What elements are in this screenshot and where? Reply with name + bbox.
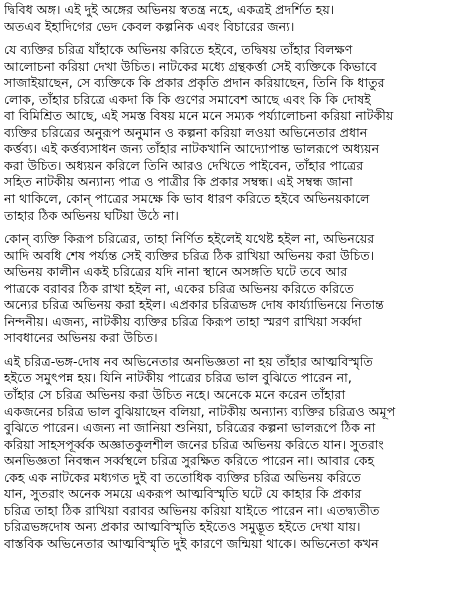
text-line: আদি অবধি শেষ পর্য্যন্ত সেই ব্যক্তির চরিত্র ঠিক রাখিয়া অভিনয় করা উচিত। xyxy=(4,247,375,263)
text-line: যে ব্যক্তির চরিত্র যাঁহাকে অভিনয় করিতে হইবে, তদ্বিষয় তাঁহার বিলক্ষণ xyxy=(4,42,353,58)
text-line: দ্বিবিধ অঙ্গ। এই দুই অঙ্গের অভিনয় স্বতন্ত্র নহে, একত্রই প্রদর্শিত হয়। xyxy=(4,2,335,17)
text-line: লোক, তাঁহার চরিত্রে একদা কি কি গুণের সমাবেশ আছে এবং কি কি দোষই xyxy=(4,91,371,107)
text-line: বাস্তবিক অভিনেতার আত্মবিস্মৃতি দুই কারণে জন্মিয়া থাকে। অভিনেতা কখন xyxy=(4,535,379,551)
text-line: তাঁহার সে চরিত্র অভিনয় করা উচিত নহে। অনেকে মনে করেন তাঁহারা xyxy=(4,387,346,403)
text-line: বা বিমিশ্রিত আছে, এই সমস্ত বিষয় মনে মনে সম্যক পর্য্যালোচনা করিয়া নাটকীয় xyxy=(4,108,394,124)
text-line: চরিত্রভঙ্গদোষ অন্য প্রকার আত্মবিস্মৃতি হইতেও সমুদ্ভূত হইতে দেখা যায়। xyxy=(4,519,361,535)
paragraph-2 xyxy=(4,42,452,224)
text-line: অনভিজ্ঞতা নিবন্ধন সর্ব্বস্থলে চরিত্র সুরক্ষিত করিতে পারেন না। আবার কেহ xyxy=(4,453,375,469)
text-line: করিয়া সাহসপূর্ব্বক অজ্ঞাতকুলশীল জনের চরিত্র অভিনয় করিতে যান। সুতরাং xyxy=(4,436,384,452)
text-line: কেহ এক নাটকের মধ্যগত দুই বা ততোধিক ব্যক্তির চরিত্র অভিনয় করিতে xyxy=(4,469,361,485)
text-line: অন্যের চরিত্র অভিনয় করা হইল। এপ্রকার চরিত্রভঙ্গ দোষ কার্য্যাভিনয়ে নিতান্ত xyxy=(4,297,384,313)
text-line: অতএব ইহাদিগের ভেদ কেবল কল্পনিক এবং বিচারের জন্য। xyxy=(4,18,295,34)
text-line: এই চরিত্র-ভঙ্গ-দোষ নব অভিনেতার অনভিজ্ঞতা না হয় তাঁহার আত্মবিস্মৃতি xyxy=(4,353,373,369)
text-line: চরিত্র তাহা ঠিক রাখিয়া বরাবর অভিনয় করিয়া যাইতে পারেন না। এতদ্ব্যতীত xyxy=(4,502,380,518)
paragraph-4 xyxy=(4,354,452,553)
text-line: বুঝিতে পারেন। এজন্য না জানিয়া শুনিয়া, চরিত্রের কল্পনা ভালরূপে ঠিক না xyxy=(4,420,376,436)
text-line: সাজাইয়াছেন, সে ব্যক্তিকে কি প্রকার প্রকৃতি প্রদান করিয়াছেন, তিনি কি ধাতুর xyxy=(4,75,385,91)
text-line: তাহার ঠিক অভিনয় ঘটিয়া উঠে না। xyxy=(4,207,179,223)
text-line: সহিত নাটকীয় অন্যান্য পাত্র ও পাত্রীর কি প্রকার সম্বন্ধ। এই সম্বন্ধ জানা xyxy=(4,174,353,190)
text-line: হইতে সমুৎপন্ন হয়। যিনি নাটকীয় পাত্রের চরিত্র ভাল বুঝিতে পারেন না, xyxy=(4,370,352,386)
text-line: আলোচনা করিয়া দেখা উচিত। নাটকের মধ্যে গ্রন্থকর্ত্তা সেই ব্যক্তিকে কিভাবে xyxy=(4,58,377,74)
text-line: করা উচিত। অধ্যয়ন করিলে তিনি আরও দেখিতে পাইবেন, তাঁহার পাত্রের xyxy=(4,157,364,173)
text-line: পাত্রকে বরাবর ঠিক রাখা হইল না, একের চরিত্র অভিনয় করিতে করিতে xyxy=(4,280,354,296)
text-line: নিন্দনীয়। এজন্য, নাটকীয় ব্যক্তির চরিত্র কিরূপ তাহা স্মরণ রাখিয়া সর্ব্বদা xyxy=(4,313,362,329)
text-line: যান, সুতরাং অনেক সময়ে একরূপ আত্মবিস্মৃতি ঘটে যে কাহার কি প্রকার xyxy=(4,486,362,502)
text-line: সাবধানের অভিনয় করা উচিত। xyxy=(4,330,158,346)
text-line: অভিনয় কালীন একই চরিত্রের যদি নানা স্থানে অসঙ্গতি ঘটে তবে আর xyxy=(4,264,348,280)
text-line: না থাকিলে, কোন্ পাত্রের সমক্ষে কি ভাব ধারণ করিতে হইবে অভিনয়কালে xyxy=(4,191,370,207)
text-line: কোন্ ব্যক্তি কিরূপ চরিত্রের, তাহা নির্ণিত হইলেই যথেষ্ট হইল না, অভিনয়ের xyxy=(4,231,375,247)
paragraph-1 xyxy=(4,2,452,35)
text-line: কর্ত্তব্য। এই কর্ত্তব্যসাধন জন্য তাঁহার নাটকখানি আদ্যোপান্ত ভালরূপে অধ্যয়ন xyxy=(4,141,380,157)
text-line: একজনের চরিত্র ভাল বুঝিয়াছেন বলিয়া, নাটকীয় অন্যান্য ব্যক্তির চরিত্রও অমূপ xyxy=(4,403,396,419)
paragraph-3 xyxy=(4,231,452,347)
text-line: ব্যক্তির চরিত্রের অনুরূপ অনুমান ও কল্পনা করিয়া লওয়া অভিনেতার প্রধান xyxy=(4,124,368,140)
